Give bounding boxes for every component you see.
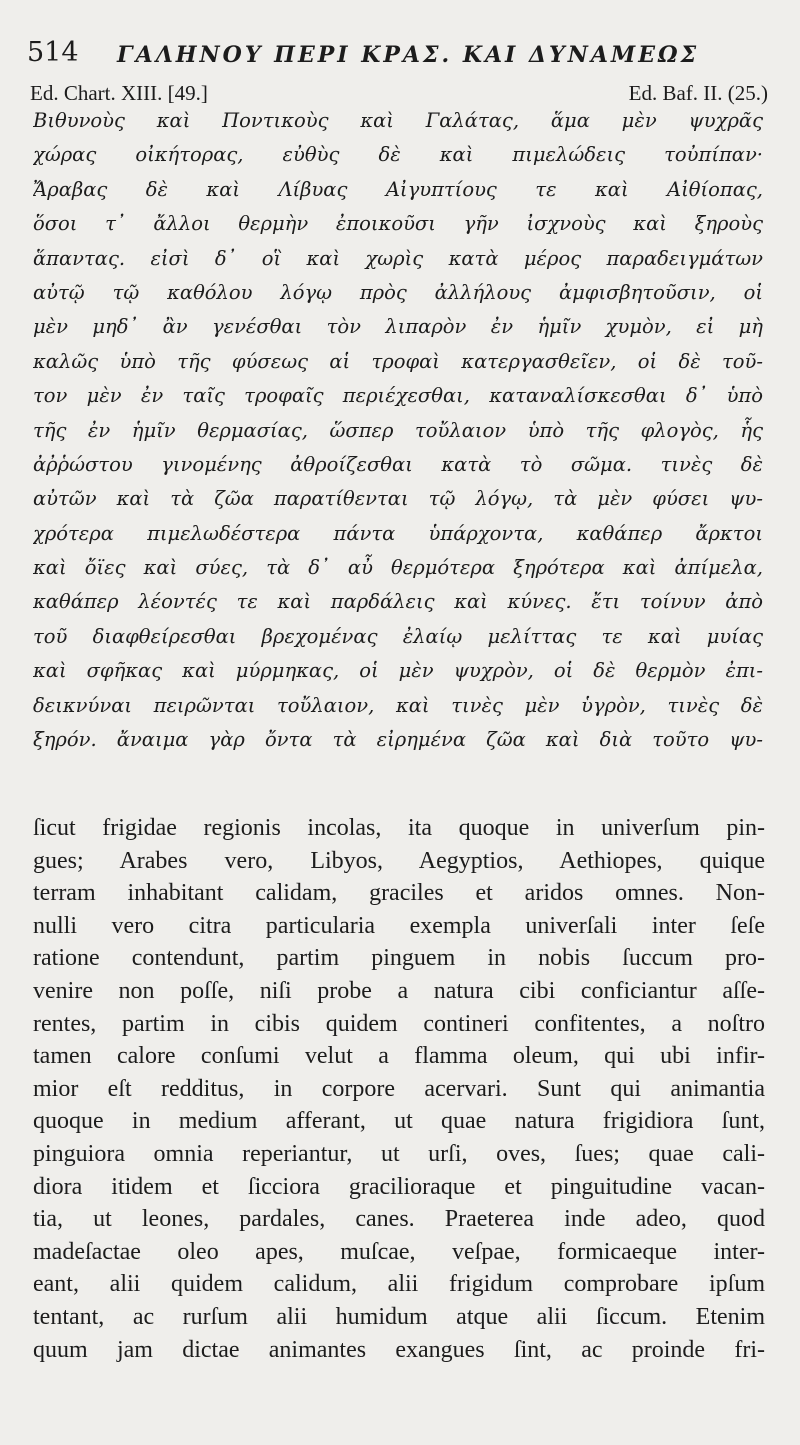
latin-text-line: pinguiora omnia reperiantur, ut urſi, oves, ſues; quae cali- — [33, 1140, 765, 1167]
greek-text-line: καὶ ὄϊες καὶ σύες, τὰ δ᾽ αὖ θερμότερα ξηρότερα καὶ ἀπίμελα, — [33, 556, 763, 580]
latin-text-line: tamen calore conſumi velut a flamma oleum, qui ubi infir- — [33, 1043, 765, 1070]
greek-text-line: τον μὲν ἐν ταῖς τροφαῖς περιέχεσθαι, καταναλίσκεσθαι δ᾽ ὑπὸ — [33, 384, 763, 408]
edition-right: Ed. Baf. II. (25.) — [628, 81, 768, 105]
running-title: ΓΑΛΗΝΟΥ ΠΕΡΙ ΚΡΑΣ. ΚΑΙ ΔΥΝΑΜΕΩΣ — [117, 42, 700, 68]
greek-text-line: ὅσοι τ᾽ ἄλλοι θερμὴν ἐποικοῦσι γῆν ἰσχνοὺς καὶ ξηροὺς — [33, 212, 763, 236]
greek-text-line: ξηρόν. ἄναιμα γὰρ ὄντα τὰ εἰρημένα ζῶα καὶ διὰ τοῦτο ψυ- — [33, 728, 763, 752]
greek-text-line: καθάπερ λέοντές τε καὶ παρδάλεις καὶ κύνες. ἔτι τοίνυν ἀπὸ — [33, 590, 763, 614]
greek-text-line: χρότερα πιμελωδέστερα πάντα ὑπάρχοντα, καθάπερ ἄρκτοι — [33, 521, 763, 545]
latin-text-line: rentes, partim in cibis quidem contineri confitentes, a noſtro — [33, 1010, 765, 1037]
edition-references — [30, 80, 768, 106]
latin-text-line: ſicut frigidae regionis incolas, ita quoque in univerſum pin- — [33, 815, 765, 841]
greek-text-line: ἅπαντας. εἰσὶ δ᾽ οἳ καὶ χωρὶς κατὰ μέρος παραδειγμάτων — [33, 246, 763, 270]
page-header — [27, 34, 767, 68]
page-number: 514 — [27, 37, 79, 68]
greek-text-line: δεικνύναι πειρῶνται τοὔλαιον, καὶ τινὲς μὲν ὑγρὸν, τινὲς δὲ — [33, 693, 763, 717]
latin-text-line: mior eſt redditus, in corpore acervari. Sunt qui animantia — [33, 1075, 765, 1102]
latin-text-line: gues; Arabes vero, Libyos, Aegyptios, Aethiopes, quique — [33, 847, 765, 874]
edition-left: Ed. Chart. XIII. [49.] — [30, 81, 208, 105]
greek-text-line: τοῦ διαφθείρεσθαι βρεχομένας ἐλαίῳ μελίττας τε καὶ μυίας — [33, 624, 763, 648]
latin-text-line: quum jam dictae animantes exangues ſint, ac proinde fri- — [33, 1336, 765, 1363]
latin-text-line: venire non poſſe, niſi probe a natura cibi conficiantur aſſe- — [33, 977, 765, 1004]
greek-text-line: μὲν μηδ᾽ ἂν γενέσθαι τὸν λιπαρὸν ἐν ἡμῖν χυμὸν, εἰ μὴ — [33, 315, 763, 339]
greek-text-line: καὶ σφῆκας καὶ μύρμηκας, οἱ μὲν ψυχρὸν, οἱ δὲ θερμὸν ἐπι- — [33, 659, 763, 683]
latin-text-line: nulli vero citra particularia exempla univerſali inter ſeſe — [33, 912, 765, 939]
greek-text-line: αὐτῶν καὶ τὰ ζῶα παρατίθενται τῷ λόγῳ, τὰ μὲν φύσει ψυ- — [33, 487, 763, 511]
greek-text-line: αὐτῷ τῷ καθόλου λόγῳ πρὸς ἀλλήλους ἀμφισβητοῦσιν, οἱ — [33, 280, 763, 304]
greek-text-line: ἀῤῥώστου γινομένης ἀθροίζεσθαι κατὰ τὸ σῶμα. τινὲς δὲ — [33, 452, 763, 476]
latin-text-line: tia, ut leones, pardales, canes. Praeterea inde adeo, quod — [33, 1206, 765, 1233]
latin-text-block — [33, 812, 765, 1366]
greek-text-line: καλῶς ὑπὸ τῆς φύσεως αἱ τροφαὶ κατεργασθεῖεν, οἱ δὲ τοῦ- — [33, 349, 763, 373]
greek-text-line: Βιθυνοὺς καὶ Ποντικοὺς καὶ Γαλάτας, ἅμα μὲν ψυχρᾶς — [33, 109, 763, 132]
latin-text-line: tentant, ac rurſum alii humidum atque alii ſiccum. Etenim — [33, 1303, 765, 1330]
latin-text-line: terram inhabitant calidam, graciles et aridos omnes. Non- — [33, 880, 765, 907]
greek-text-line: Ἄραβας δὲ καὶ Λίβυας Αἰγυπτίους τε καὶ Αἰθίοπας, — [33, 177, 763, 201]
latin-text-line: madeſactae oleo apes, muſcae, veſpae, formicaeque inter- — [33, 1238, 765, 1265]
greek-text-block — [33, 104, 763, 757]
greek-text-line: χώρας οἰκήτορας, εὐθὺς δὲ καὶ πιμελώδεις τοὐπίπαν· — [33, 143, 763, 167]
latin-text-line: eant, alii quidem calidum, alii frigidum comprobare ipſum — [33, 1271, 765, 1298]
latin-text-line: ratione contendunt, partim pinguem in nobis ſuccum pro- — [33, 945, 765, 972]
latin-text-line: quoque in medium afferant, ut quae natura frigidiora ſunt, — [33, 1108, 765, 1135]
latin-text-line: diora itidem et ſicciora gracilioraque et pinguitudine vacan- — [33, 1173, 765, 1200]
greek-text-line: τῆς ἐν ἡμῖν θερμασίας, ὥσπερ τοὔλαιον ὑπὸ τῆς φλογὸς, ἧς — [33, 418, 763, 442]
